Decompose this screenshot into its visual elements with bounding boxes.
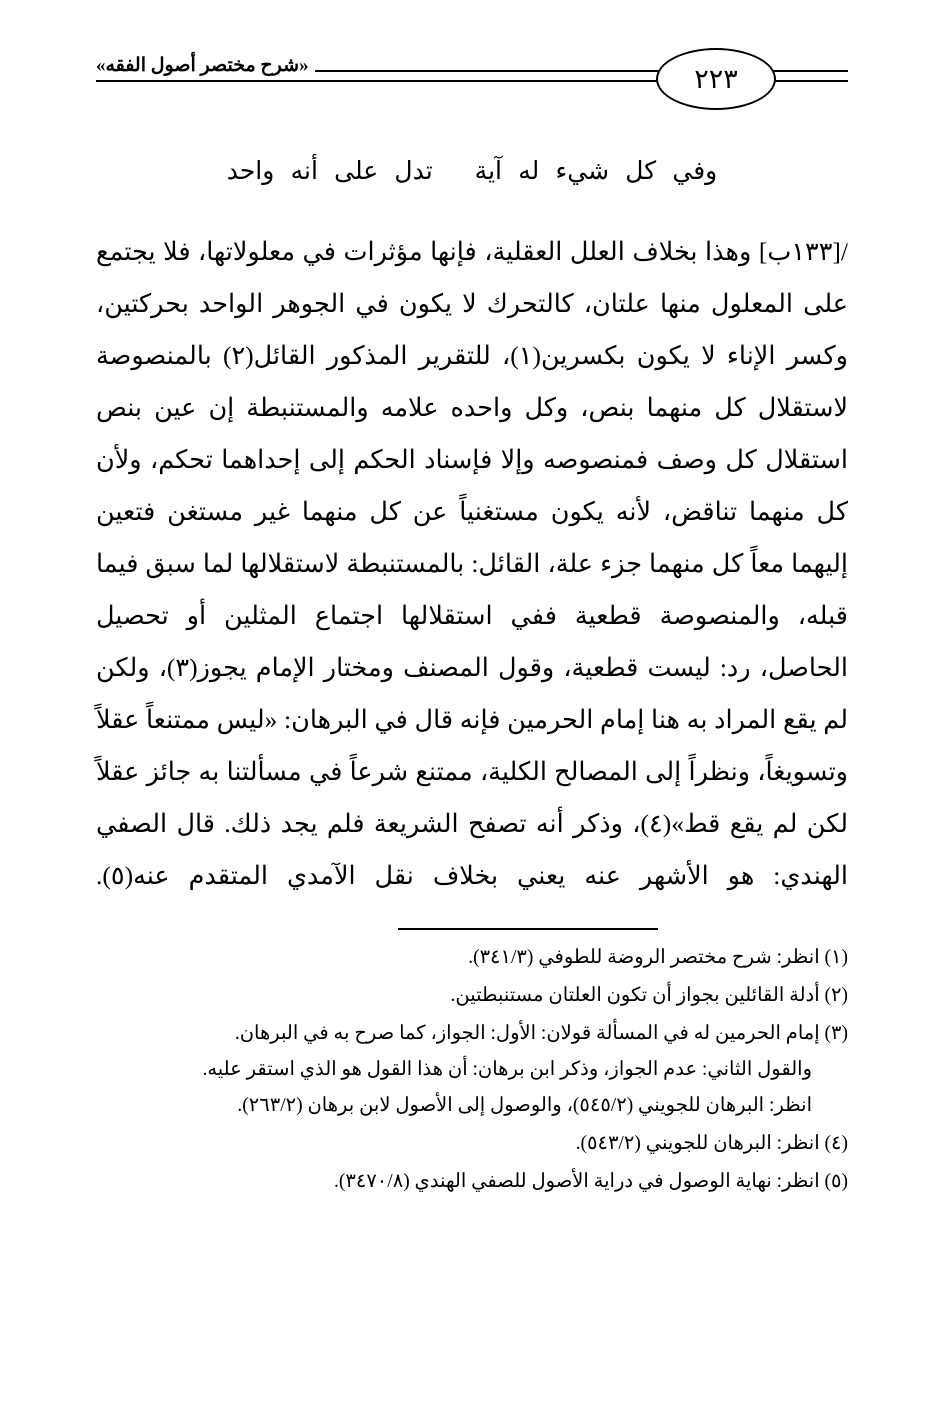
book-title: «شرح مختصر أصول الفقه» bbox=[96, 54, 315, 77]
footnote-text: أدلة القائلين بجواز أن تكون العلتان مستنبطتين. bbox=[450, 985, 820, 1006]
footnote-marker: (٢) bbox=[824, 985, 848, 1006]
verse-hemistich-2: تدل على أنه واحد bbox=[226, 158, 433, 185]
footnote-text: والقول الثاني: عدم الجواز، وذكر ابن برهان: أن هذا القول هو الذي استقر عليه. bbox=[202, 1059, 812, 1080]
footnote-marker: (١) bbox=[824, 947, 848, 968]
footnote-item bbox=[96, 978, 848, 1014]
page-header bbox=[96, 36, 848, 122]
footnote-text: إمام الحرمين له في المسألة قولان: الأول: الجواز، كما صرح به في البرهان. bbox=[234, 1023, 820, 1044]
verse-hemistich-1: وفي كل شيء له آية bbox=[474, 158, 718, 185]
main-paragraph-text: /[١٣٣ب] وهذا بخلاف العلل العقلية، فإنها مؤثرات في معلولاتها، فلا يجتمع على المعلول منها علتان، كالتحرك لا يكون في الجوهر الواحد بحركتين، وكسر الإناء لا يكون بكسرين(١)، للتقرير المذكور القائل(٢) بالمنصوصة لاستقلال كل منهما بنص، وكل واحده علامه والمستنبطة إن عين بنص استقلال كل وصف فمنصوصه وإلا فإسناد الحكم إلى إحداهما تحكم، ولأن كل منهما تناقض، لأنه يكون مستغنياً عن كل منهما غير مستغن فتعين إليهما معاً كل منهما جزء علة، القائل: بالمستنبطة لاستقلالها لما سبق فيما قبله، والمنصوصة قطعية ففي استقلالها اجتماع المثلين أو تحصيل الحاصل، رد: ليست قطعية، وقول المصنف ومختار الإمام يجوز(٣)، ولكن لم يقع المراد به هنا إمام الحرمين فإنه قال في البرهان: «ليس ممتنعاً عقلاً وتسويغاً، ونظراً إلى المصالح الكلية، ممتنع شرعاً في مسألتنا به جائز عقلاً لكن لم يقع قط»(٤)، وذكر أنه تصفح الشريعة فلم يجد ذلك. قال الصفي الهندي: هو الأشهر عنه يعني بخلاف نقل الآمدي المتقدم عنه(٥). bbox=[96, 237, 848, 890]
footnote-item bbox=[96, 1016, 848, 1124]
footnote-item bbox=[96, 1164, 848, 1200]
footnote-marker: (٤) bbox=[824, 1133, 848, 1154]
footnote-text: انظر: نهاية الوصول في دراية الأصول للصفي الهندي (٣٤٧٠/٨). bbox=[334, 1171, 820, 1192]
footnote-item bbox=[96, 1126, 848, 1162]
document-page bbox=[0, 36, 944, 1420]
page-number-badge: ٢٢٣ bbox=[656, 48, 776, 110]
footnote-separator bbox=[398, 928, 658, 930]
footnotes-section bbox=[96, 940, 848, 1200]
main-paragraph bbox=[96, 226, 848, 902]
footnote-text: انظر: شرح مختصر الروضة للطوفي (٣٤١/٣). bbox=[468, 947, 820, 968]
footnote-text: انظر: البرهان للجويني (٥٤٥/٢)، والوصول إلى الأصول لابن برهان (٢٦٣/٢). bbox=[237, 1095, 812, 1116]
verse-line bbox=[96, 156, 848, 186]
footnote-marker: (٥) bbox=[824, 1171, 848, 1192]
body-text bbox=[96, 226, 848, 902]
footnote-item bbox=[96, 940, 848, 976]
footnote-text: انظر: البرهان للجويني (٥٤٣/٢). bbox=[575, 1133, 820, 1154]
footnote-marker: (٣) bbox=[824, 1023, 848, 1044]
